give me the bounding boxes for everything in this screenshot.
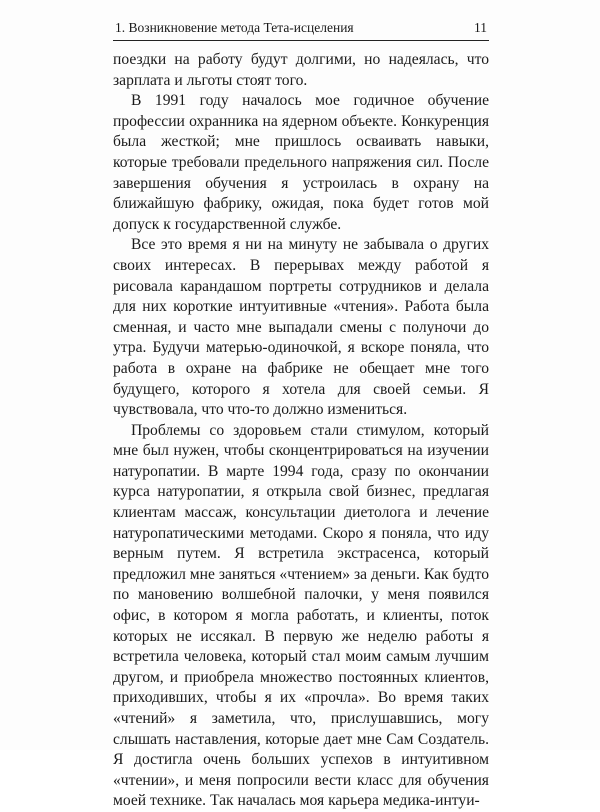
page-number: 11: [474, 20, 487, 35]
running-header: [113, 18, 489, 41]
body-text: [113, 50, 489, 812]
chapter-title: 1. Возникновение метода Тета-исцеления: [115, 20, 354, 35]
paragraph: В 1991 году началось мое годичное обучение профессии охранника на ядерном объекте. Конкуренция была жесткой; мне пришлось осваивать навыки, которые требовали предельного напряжения сил. После завершения обучения я устроилась в охрану на ближайшую фабрику, ожидая, пока будет готов мой допуск к государственной службе.: [113, 92, 489, 233]
paragraph: Все это время я ни на минуту не забывала о других своих интересах. В перерывах между работой я рисовала карандашом портреты сотрудников и делала для них короткие интуитивные «чтения». Работа была сменная, и часто мне выпадали смены с полуночи до утра. Будучи матерью-одиночкой, я вскоре поняла, что работа в охране на фабрике не обещает мне того будущего, которого я хотела для своей семьи. Я чувствовала, что что-то должно измениться.: [113, 236, 489, 419]
paragraph-continued: поездки на работу будут долгими, но надеялась, что зарплата и льготы стоят того.: [113, 51, 489, 89]
paragraph: Проблемы со здоровьем стали стимулом, который мне был нужен, чтобы сконцентрироваться на изучении натуропатии. В марте 1994 года, сразу по окончании курса натуропатии, я открыла свой бизнес, предлагая клиентам массаж, консультации диетолога и лечение натуропатическими методами. Скоро я поняла, что иду верным путем. Я встретила экстрасенса, который предложил мне заняться «чтением» за деньги. Как будто по мановению волшебной палочки, у меня появился офис, в котором я могла работать, и клиенты, поток которых не иссякал. В первую же неделю работы я встретила человека, который стал моим самым лучшим другом, и приобрела множество постоянных клиентов, приходивших, чтобы я их «прочла». Во время таких «чтений» я заметила, что, прислушавшись, могу слышать наставления, которые дает мне Сам Создатель. Я достигла очень больших успехов в интуитивном «чтении», и меня попросили вести класс для обучения моей технике. Так началась моя карьера медика-интуи-: [113, 421, 489, 810]
